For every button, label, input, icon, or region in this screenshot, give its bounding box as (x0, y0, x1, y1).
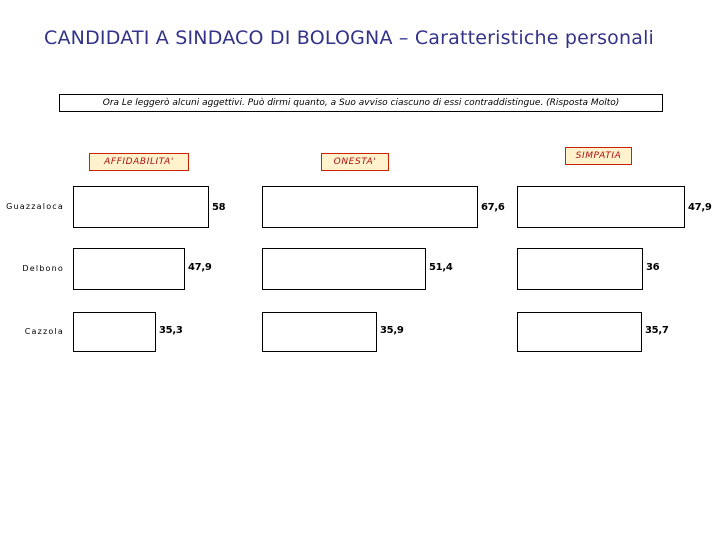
bar-3-1 (517, 186, 685, 228)
value-label-2-2: 51,4 (429, 262, 453, 273)
value-label-1-2: 47,9 (188, 262, 212, 273)
page-title: CANDIDATI A SINDACO DI BOLOGNA – Caratteristiche personali (44, 27, 655, 49)
series-header-2: ONESTA' (321, 153, 389, 171)
value-label-3-1: 47,9 (688, 202, 712, 213)
series-header-1: AFFIDABILITA' (89, 153, 189, 171)
question-box: Ora Le leggerò alcuni aggettivi. Può dirmi quanto, a Suo avviso ciascuno di essi contraddistingue. (Risposta Molto) (59, 94, 663, 112)
bar-2-2 (262, 248, 426, 290)
bar-2-1 (262, 186, 478, 228)
bar-2-3 (262, 312, 377, 352)
value-label-2-1: 67,6 (481, 202, 505, 213)
series-header-3: SIMPATIA (565, 147, 632, 165)
bar-3-3 (517, 312, 642, 352)
value-label-2-3: 35,9 (380, 325, 404, 336)
bar-3-2 (517, 248, 643, 290)
category-label-guazzaloca: Guazzaloca (6, 202, 64, 211)
category-label-delbono: Delbono (22, 264, 64, 273)
category-label-cazzola: Cazzola (24, 327, 64, 336)
bar-1-1 (73, 186, 209, 228)
bar-1-3 (73, 312, 156, 352)
value-label-1-1: 58 (212, 202, 226, 213)
value-label-3-3: 35,7 (645, 325, 669, 336)
value-label-3-2: 36 (646, 262, 660, 273)
bar-1-2 (73, 248, 185, 290)
value-label-1-3: 35,3 (159, 325, 183, 336)
